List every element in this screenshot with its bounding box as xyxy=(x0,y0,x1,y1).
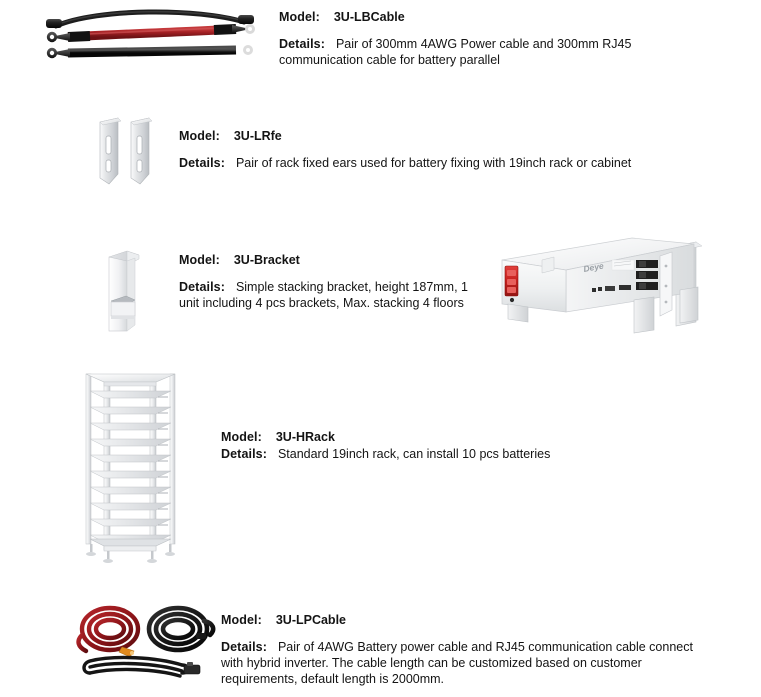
black-coiled-power-cable xyxy=(149,608,213,650)
rack-illustration xyxy=(72,358,192,566)
red-terminal-block xyxy=(505,266,518,296)
red-coiled-power-cable xyxy=(79,608,138,651)
details-label: Details: xyxy=(179,280,225,294)
model-value: 3U-HRack xyxy=(275,430,335,444)
model-value: 3U-LBCable xyxy=(333,10,405,24)
rack-base xyxy=(90,539,171,551)
details-row-lrfe xyxy=(179,155,699,171)
stacking-bracket-illustration xyxy=(95,245,155,340)
text-block-bracket xyxy=(179,252,479,311)
details-value: Standard 19inch rack, can install 10 pcs batteries xyxy=(277,447,551,461)
lbcable-illustration xyxy=(38,8,260,64)
black-power-cable xyxy=(47,45,253,58)
image-lpcable-cables xyxy=(70,595,222,690)
mounting-ear-front xyxy=(660,252,672,316)
model-label: Model: xyxy=(221,613,262,627)
rj45-connector xyxy=(184,662,200,674)
stacking-foot-front-right xyxy=(634,297,654,333)
stacking-foot-front-left xyxy=(508,304,528,322)
details-row-lpcable xyxy=(221,639,704,687)
model-row-bracket xyxy=(179,252,479,268)
rack-post-rear-left xyxy=(86,374,91,544)
model-value: 3U-LRfe xyxy=(233,129,282,143)
rack-post-rear-right xyxy=(170,374,175,544)
stacking-foot-rear-far xyxy=(680,287,698,323)
right-rack-ear xyxy=(131,118,152,184)
model-row-hrack xyxy=(221,429,641,445)
details-row-bracket xyxy=(179,279,469,311)
image-lbcable-cables xyxy=(38,8,260,64)
image-19inch-rack xyxy=(72,358,192,566)
lpcable-illustration xyxy=(70,595,222,690)
text-block-lbcable xyxy=(279,9,714,68)
stacking-foot-rear-left xyxy=(542,257,554,273)
model-label: Model: xyxy=(179,253,220,267)
text-block-hrack xyxy=(221,429,641,462)
connector-bay xyxy=(636,260,658,290)
details-value: Pair of 4AWG Battery power cable and RJ45 communication cable connect with hybrid inverter. The cable length can be customized based on customer requirements, default length is 2000mm. xyxy=(221,640,693,686)
battery-brand-label: Deye xyxy=(582,260,605,274)
model-row-lrfe xyxy=(179,128,699,144)
details-row-hrack xyxy=(221,446,641,462)
ring-terminal-left xyxy=(47,48,70,58)
image-lrfe-rack-ears xyxy=(84,112,179,192)
ring-terminal-right xyxy=(243,45,253,55)
ring-terminal-left xyxy=(47,32,70,42)
image-stacking-bracket xyxy=(95,245,155,340)
accessory-item-lpcable xyxy=(0,580,761,697)
accessory-item-bracket xyxy=(0,220,761,345)
accessory-item-lrfe xyxy=(0,105,761,220)
text-block-lrfe xyxy=(179,128,699,171)
details-label: Details: xyxy=(279,37,325,51)
details-label: Details: xyxy=(179,156,225,170)
details-label: Details: xyxy=(221,447,267,461)
model-label: Model: xyxy=(279,10,320,24)
image-battery-module-on-brackets xyxy=(484,230,710,335)
rack-ears-illustration xyxy=(84,112,179,192)
accessory-item-hrack xyxy=(0,345,761,580)
model-row-lpcable xyxy=(221,612,711,628)
model-label: Model: xyxy=(221,430,262,444)
battery-module-illustration xyxy=(484,230,710,335)
details-value: Simple stacking bracket, height 187mm, 1 unit including 4 pcs brackets, Max. stacking 4 floors xyxy=(179,280,468,310)
black-cable-terminal xyxy=(196,633,206,639)
details-row-lbcable xyxy=(279,36,704,68)
text-block-lpcable xyxy=(221,612,711,687)
red-cable-lug xyxy=(119,647,134,657)
model-label: Model: xyxy=(179,129,220,143)
model-value: 3U-LPCable xyxy=(275,613,346,627)
front-port xyxy=(510,298,514,302)
model-row-lbcable xyxy=(279,9,714,25)
red-power-cable xyxy=(47,24,255,42)
model-value: 3U-Bracket xyxy=(233,253,300,267)
rj45-communication-cable xyxy=(84,658,188,676)
rack-top-frame xyxy=(86,374,175,386)
left-rack-ear xyxy=(100,118,121,184)
details-value: Pair of rack fixed ears used for battery fixing with 19inch rack or cabinet xyxy=(235,156,632,170)
details-value: Pair of 300mm 4AWG Power cable and 300mm RJ45 communication cable for battery parallel xyxy=(279,37,632,67)
details-label: Details: xyxy=(221,640,267,654)
accessory-item-lbcable xyxy=(0,0,761,105)
